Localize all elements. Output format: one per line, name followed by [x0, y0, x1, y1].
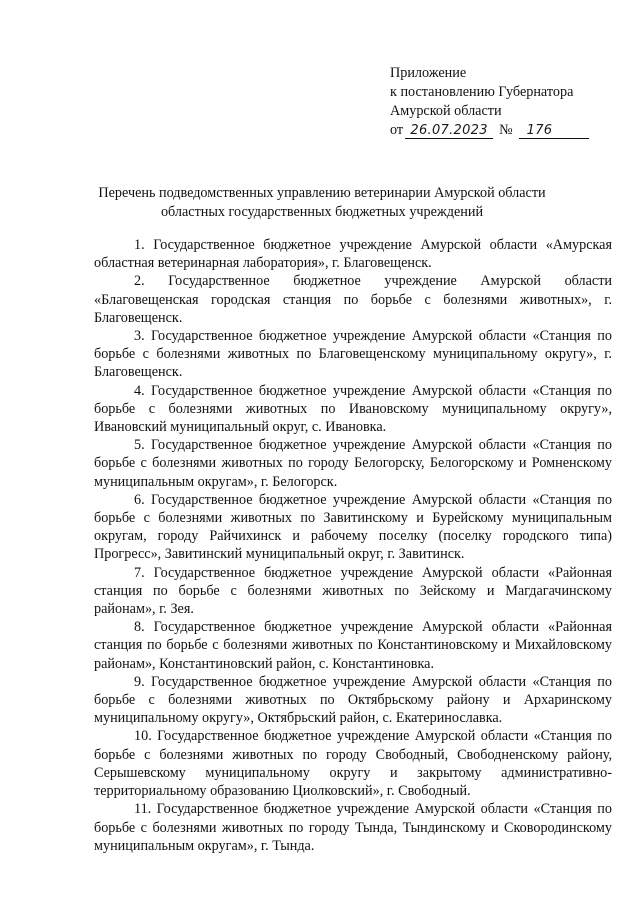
list-item: 10. Государственное бюджетное учреждение Амурской области «Станция по борьбе с болезнями животных по городу Свободный, Свободненскому району, Серышевскому муниципальному округу и закрытому административно-территориальному образованию Циолковский», г. Свободный.: [94, 728, 612, 800]
list-item: 4. Государственное бюджетное учреждение Амурской области «Станция по борьбе с болезнями животных по Ивановскому муниципальному округу», Ивановский муниципальный округ, с. Ивановка.: [94, 382, 612, 436]
title-line-2: областных государственных бюджетных учреждений: [160, 204, 484, 220]
list-item: 8. Государственное бюджетное учреждение Амурской области «Районная станция по борьбе с болезнями животных по Константиновскому и Михайловскому районам», Константиновский район, с. Константиновка.: [94, 619, 612, 672]
document-title: [92, 184, 552, 222]
list-item: 7. Государственное бюджетное учреждение Амурской области «Районная станция по борьбе с болезнями животных по Зейскому и Магдагачинскому районам», г. Зея.: [94, 564, 612, 618]
list-item: 1. Государственное бюджетное учреждение Амурской области «Амурская областная ветеринарная лаборатория», г. Благовещенск.: [94, 237, 612, 272]
appendix-label: Приложение: [390, 65, 467, 81]
number-sign: №: [499, 122, 513, 138]
list-item: 3. Государственное бюджетное учреждение Амурской области «Станция по борьбе с болезнями животных по Благовещенскому муниципальному округу», г. Благовещенск.: [94, 328, 612, 381]
list-item: 9. Государственное бюджетное учреждение Амурской области «Станция по борьбе с болезнями животных по Октябрьскому району и Архаринскому муниципальному округу», Октябрьский район, с. Екатеринославка.: [94, 673, 612, 727]
institution-list: [94, 236, 612, 855]
date-prefix: от: [390, 122, 404, 138]
list-item: 11. Государственное бюджетное учреждение Амурской области «Станция по борьбе с болезнями животных по городу Тында, Тындинскому и Сковородинскому муниципальным округам», г. Тында.: [94, 801, 612, 854]
handwritten-number: 176: [519, 123, 589, 139]
list-item: 5. Государственное бюджетное учреждение Амурской области «Станция по борьбе с болезнями животных по городу Белогорску, Белогорскому и Ромненскому муниципальным округам», г. Белогорск.: [94, 437, 612, 490]
approval-block: [390, 64, 620, 140]
list-item: 6. Государственное бюджетное учреждение Амурской области «Станция по борьбе с болезнями животных по Завитинскому и Бурейскому муниципальным округам, городу Райчихинск и рабочему поселку (поселку городского типа) Прогресс», Завитинский муниципальный округ, г. Завитинск.: [94, 491, 612, 563]
list-item: 2. Государственное бюджетное учреждение Амурской области «Благовещенская городская станция по борьбе с болезнями животных», г. Благовещенск.: [94, 273, 612, 326]
handwritten-date: 26.07.2023: [405, 123, 493, 139]
title-line-1: Перечень подведомственных управлению ветеринарии Амурской области: [98, 185, 546, 201]
region-name: Амурской области: [390, 103, 502, 119]
date-number-line: [390, 121, 620, 140]
resolution-reference: к постановлению Губернатора: [390, 84, 574, 100]
